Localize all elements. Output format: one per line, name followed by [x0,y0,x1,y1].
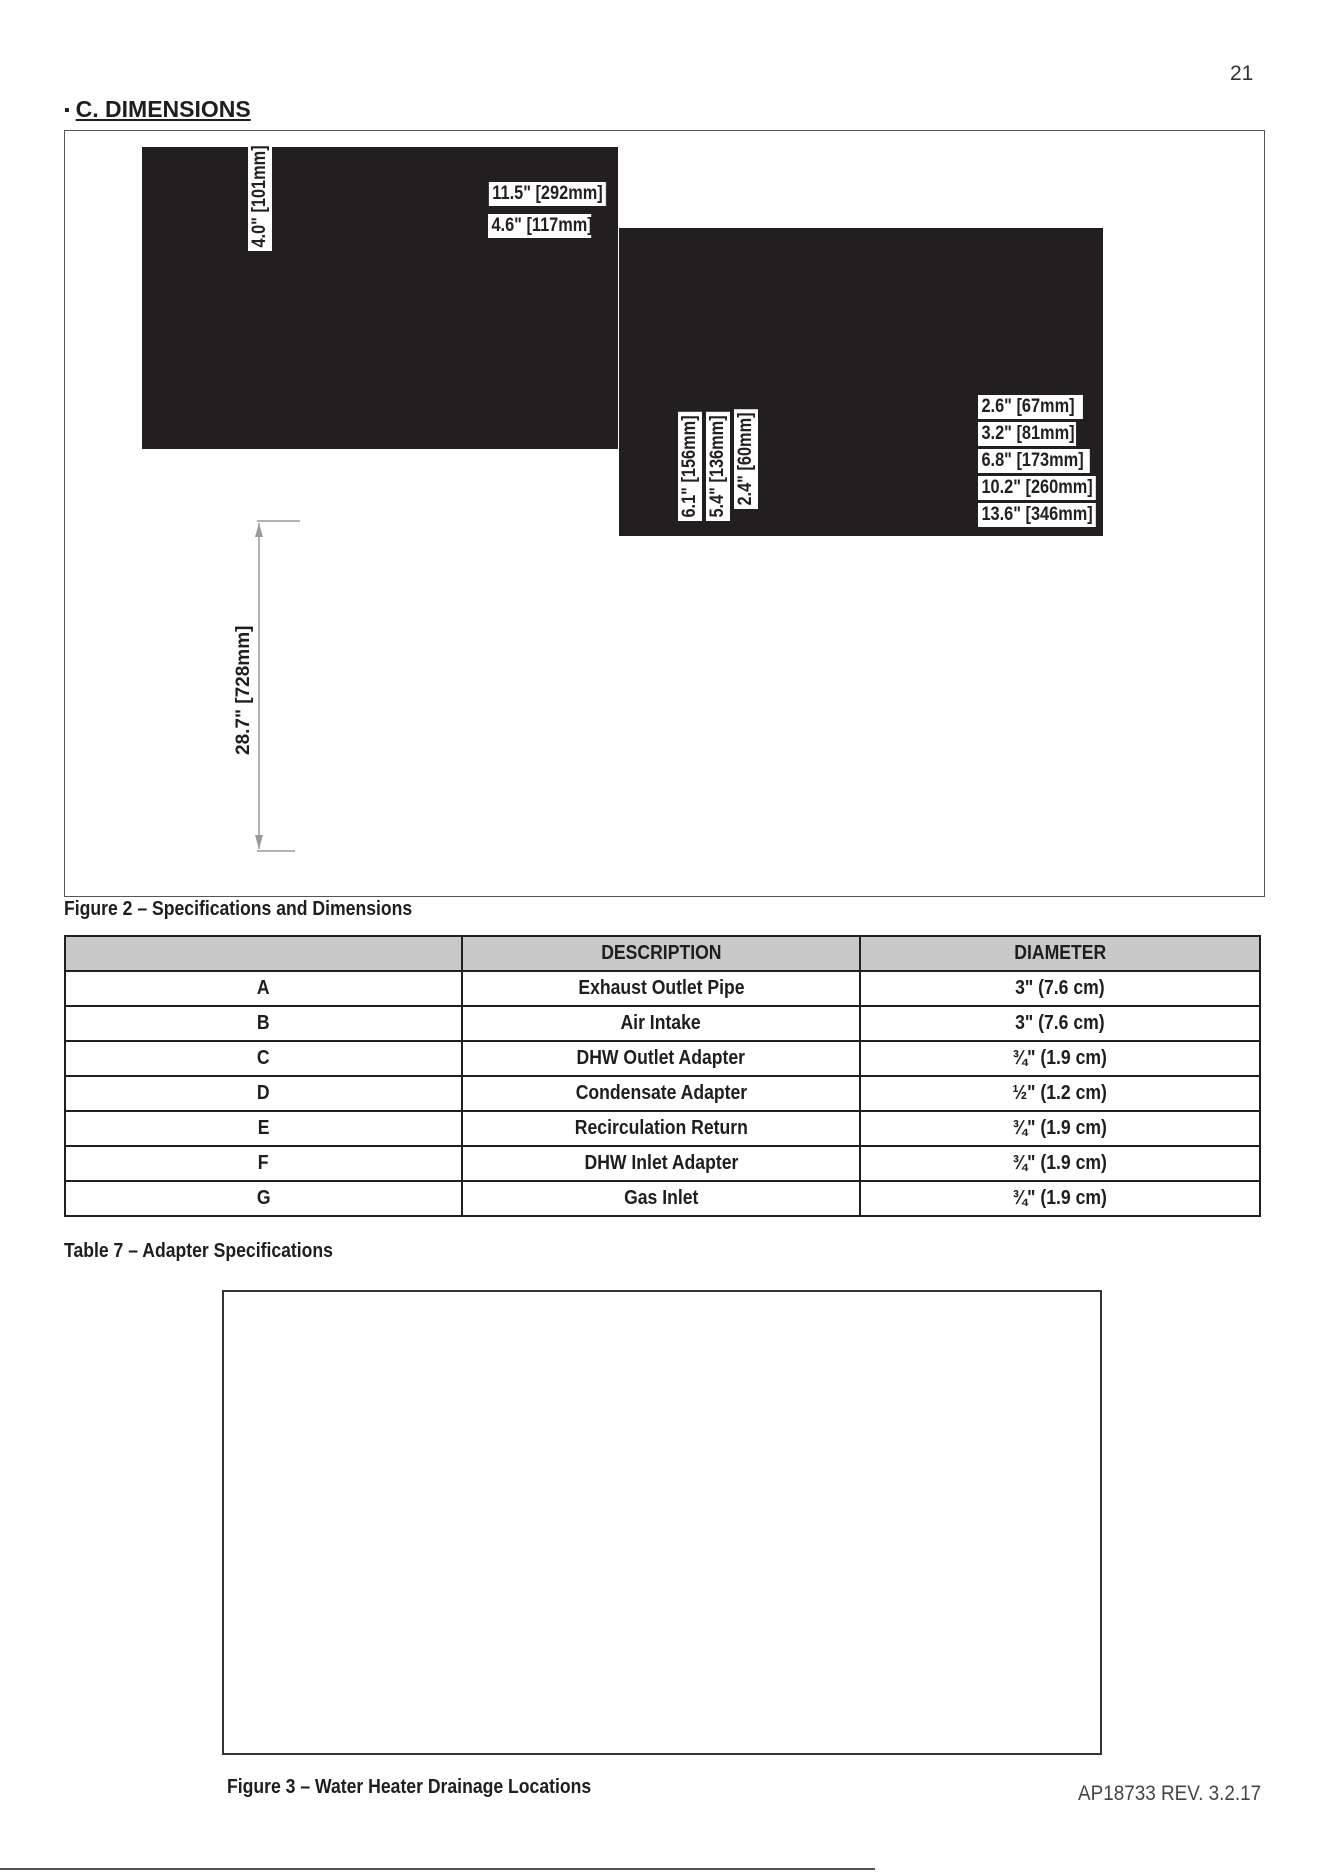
cell-text: ¾" (1.9 cm) [1012,1187,1108,1209]
height-dimension-label: 28.7" [728mm] [233,625,254,755]
cell-text: D [257,1082,270,1104]
cell-text: A [257,977,270,999]
heading-bullet: ▪ [64,102,70,119]
cell-text: G [256,1187,271,1209]
table-cell [860,1181,1260,1216]
cell-text: ½" (1.2 cm) [1012,1082,1108,1104]
table-cell [462,1181,860,1216]
cell-text: ¾" (1.9 cm) [1012,1152,1108,1174]
cell-text: 3" (7.6 cm) [1015,977,1105,999]
page-number: 21 [1230,62,1254,85]
cell-text: Gas Inlet [623,1187,699,1209]
table-cell [462,1006,860,1041]
table-cell [860,1146,1260,1181]
figure-3-caption: Figure 3 – Water Heater Drainage Locations [227,1776,592,1798]
table-header [860,936,1260,971]
table-row [65,971,1260,1006]
table-cell [462,971,860,1006]
dimension-label-156mm: 6.1" [156mm] [678,412,702,521]
table-cell [860,971,1260,1006]
cell-text: ¾" (1.9 cm) [1012,1047,1108,1069]
table-header [462,936,860,971]
table-row [65,1146,1260,1181]
cell-text: E [257,1117,270,1139]
table-row [65,1006,1260,1041]
section-heading [64,96,251,123]
cell-text: Exhaust Outlet Pipe [577,977,745,999]
dimension-label-offset: 4.6" [117mm] [488,214,591,238]
table-cell [462,1041,860,1076]
dimension-label-60mm: 2.4" [60mm] [734,409,758,509]
table-cell [462,1146,860,1181]
table-cell [462,1076,860,1111]
table-cell [65,1181,462,1216]
table-cell [860,1111,1260,1146]
cell-text: Air Intake [620,1012,702,1034]
dimension-label-173mm: 6.8" [173mm] [978,449,1090,473]
table-row [65,1041,1260,1076]
cell-text: C [257,1047,270,1069]
cell-text: B [257,1012,270,1034]
document-revision: AP18733 REV. 3.2.17 [1078,1782,1262,1805]
cell-text: Condensate Adapter [575,1082,747,1104]
table-row [65,1111,1260,1146]
table-cell [65,1006,462,1041]
dimension-label-depth: 4.0" [101mm] [248,142,272,251]
figure-2-caption: Figure 2 – Specifications and Dimensions [64,898,413,920]
cell-text: DHW Outlet Adapter [576,1047,746,1069]
bottom-rule [0,1868,875,1870]
table-header-label: DESCRIPTION [600,942,722,964]
cell-text: Recirculation Return [574,1117,748,1139]
table-cell [860,1076,1260,1111]
table-cell [65,1111,462,1146]
table-cell [65,1076,462,1111]
table-cell [65,971,462,1006]
table-cell [65,1041,462,1076]
table-7-caption: Table 7 – Adapter Specifications [64,1240,333,1262]
cell-text: F [258,1152,269,1174]
cell-text: ¾" (1.9 cm) [1012,1117,1108,1139]
table-cell [860,1041,1260,1076]
table-row [65,1076,1260,1111]
dimension-label-346mm: 13.6" [346mm] [978,503,1096,527]
heading-text: C. DIMENSIONS [75,96,251,122]
table-cell [462,1111,860,1146]
dimension-label-67mm: 2.6" [67mm] [978,395,1083,419]
adapter-spec-table [64,935,1261,1217]
cell-text: 3" (7.6 cm) [1015,1012,1105,1034]
table-cell [860,1006,1260,1041]
table-cell [65,1146,462,1181]
dimension-label-81mm: 3.2" [81mm] [978,422,1076,446]
cell-text: DHW Inlet Adapter [584,1152,738,1174]
figure-3-frame [222,1290,1102,1755]
table-header-row [65,936,1260,971]
table-row [65,1181,1260,1216]
dimension-label-136mm: 5.4" [136mm] [706,412,730,521]
table-header [65,936,462,971]
dimension-label-width: 11.5" [292mm] [488,181,607,207]
dimension-label-260mm: 10.2" [260mm] [978,476,1096,500]
table-header-label: DIAMETER [1014,942,1106,964]
